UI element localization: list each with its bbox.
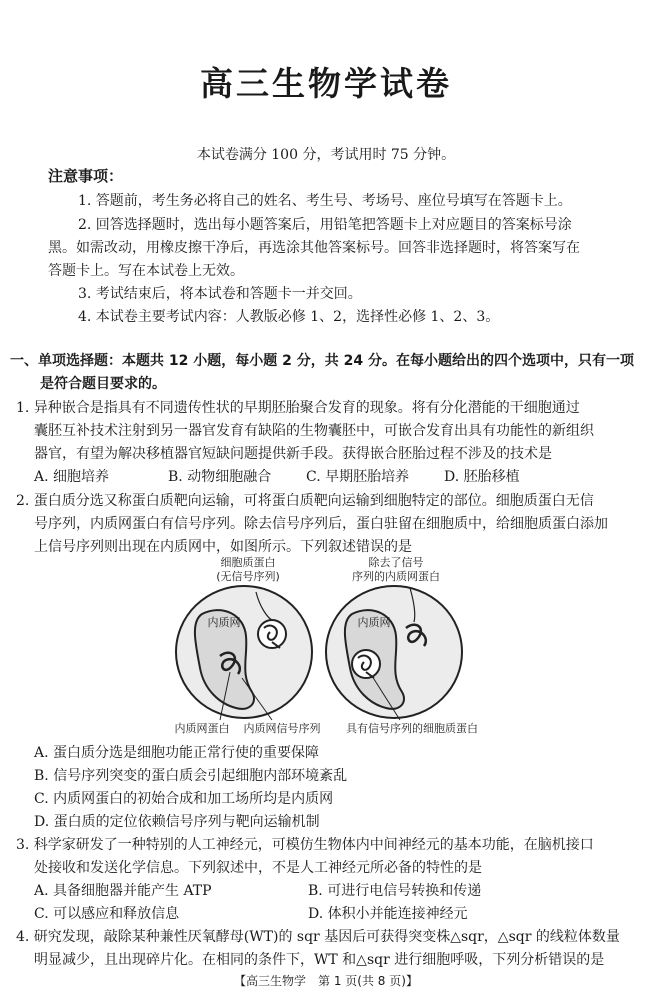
q2-line-3: 上信号序列则出现在内质网中，如图所示。下列叙述错误的是	[34, 539, 412, 555]
q1-line-2: 囊胚互补技术注射到另一器官发育有缺陷的生物囊胚中，可嵌合发育出具有功能性的新组织	[34, 423, 594, 439]
q2-option-d: D. 蛋白质的定位依赖信号序列与靶向运输机制	[34, 814, 320, 830]
q4-line-1: 4. 研究发现，敲除某种兼性厌氧酵母(WT)的 sqr 基因后可获得突变株△sqr，△sqr 的线粒体数量	[16, 929, 620, 945]
page-footer: 【高三生物学 第 1 页(共 8 页)】	[234, 974, 418, 988]
page-title: 高三生物学试卷	[200, 64, 452, 103]
q3-option-a: A. 具备细胞器并能产生 ATP	[34, 883, 212, 899]
q1-line-1: 1. 异种嵌合是指具有不同遗传性状的早期胚胎聚合发育的现象。将有分化潜能的干细胞通过	[16, 400, 580, 416]
fig-left-label-2: (无信号序列)	[216, 570, 280, 583]
q2-option-a: A. 蛋白质分选是细胞功能正常行使的重要保障	[34, 745, 320, 761]
section-heading-cont: 是符合题目要求的。	[40, 376, 166, 392]
notice-heading: 注意事项：	[48, 167, 124, 185]
fig-bottom-label-3: 具有信号序列的细胞质蛋白	[346, 722, 478, 735]
fig-bottom-label-2: 内质网信号序列	[243, 722, 321, 735]
q1-option-d: D. 胚胎移植	[444, 469, 520, 485]
fig-left-label-1: 细胞质蛋白	[220, 556, 276, 569]
protein-sorting-figure	[160, 552, 500, 736]
left-cytoplasm-protein	[258, 620, 286, 648]
q3-option-d: D. 体积小并能连接神经元	[308, 906, 468, 922]
q2-option-b: B. 信号序列突变的蛋白质会引起细胞内部环境紊乱	[34, 768, 348, 784]
fig-bottom-label-1: 内质网蛋白	[174, 722, 230, 735]
q3-line-2: 处接收和发送化学信息。下列叙述中，不是人工神经元所必备的特性的是	[34, 860, 482, 876]
fig-right-label-1: 除去了信号	[368, 556, 424, 569]
q1-option-a: A. 细胞培养	[34, 469, 110, 485]
fig-er-label-left: 内质网	[207, 616, 241, 629]
q1-line-3: 器官，有望为解决移植器官短缺问题提供新手段。获得嵌合胚胎过程不涉及的技术是	[34, 446, 552, 462]
right-signal-protein	[352, 650, 380, 678]
q3-option-c: C. 可以感应和释放信息	[34, 906, 180, 922]
notice-line-5: 3. 考试结束后，将本试卷和答题卡一并交回。	[78, 286, 362, 302]
q3-line-1: 3. 科学家研发了一种特别的人工神经元，可模仿生物体内中间神经元的基本功能，在脑机接口	[16, 837, 594, 853]
exam-info: 本试卷满分 100 分，考试用时 75 分钟。	[196, 147, 456, 163]
q1-option-c: C. 早期胚胎培养	[306, 469, 410, 485]
q3-option-b: B. 可进行电信号转换和传递	[308, 883, 482, 899]
fig-right-label-2: 序列的内质网蛋白	[352, 570, 440, 583]
notice-line-2: 2. 回答选择题时，选出每小题答案后，用铅笔把答题卡上对应题目的答案标号涂	[78, 217, 572, 233]
notice-line-4: 答题卡上。写在本试卷上无效。	[48, 263, 244, 279]
q2-option-c: C. 内质网蛋白的初始合成和加工场所均是内质网	[34, 791, 334, 807]
section-heading: 一、单项选择题：本题共 12 小题，每小题 2 分，共 24 分。在每小题给出的四个选项中，只有一项	[10, 353, 634, 369]
fig-er-label-right: 内质网	[357, 616, 391, 629]
q4-line-2: 明显减少，且出现碎片化。在相同的条件下，WT 和△sqr 进行细胞呼吸，下列分析错误的是	[34, 952, 605, 968]
notice-line-6: 4. 本试卷主要考试内容：人教版必修 1、2，选择性必修 1、2、3。	[78, 309, 500, 325]
notice-line-3: 黑。如需改动，用橡皮擦干净后，再选涂其他答案标号。回答非选择题时，将答案写在	[48, 240, 580, 256]
q1-option-b: B. 动物细胞融合	[168, 469, 272, 485]
notice-line-1: 1. 答题前，考生务必将自己的姓名、考生号、考场号、座位号填写在答题卡上。	[78, 193, 572, 209]
q2-line-2: 号序列，内质网蛋白有信号序列。除去信号序列后，蛋白驻留在细胞质中，给细胞质蛋白添加	[34, 516, 608, 532]
q2-line-1: 2. 蛋白质分选又称蛋白质靶向运输，可将蛋白质靶向运输到细胞特定的部位。细胞质蛋白无信	[16, 493, 594, 509]
